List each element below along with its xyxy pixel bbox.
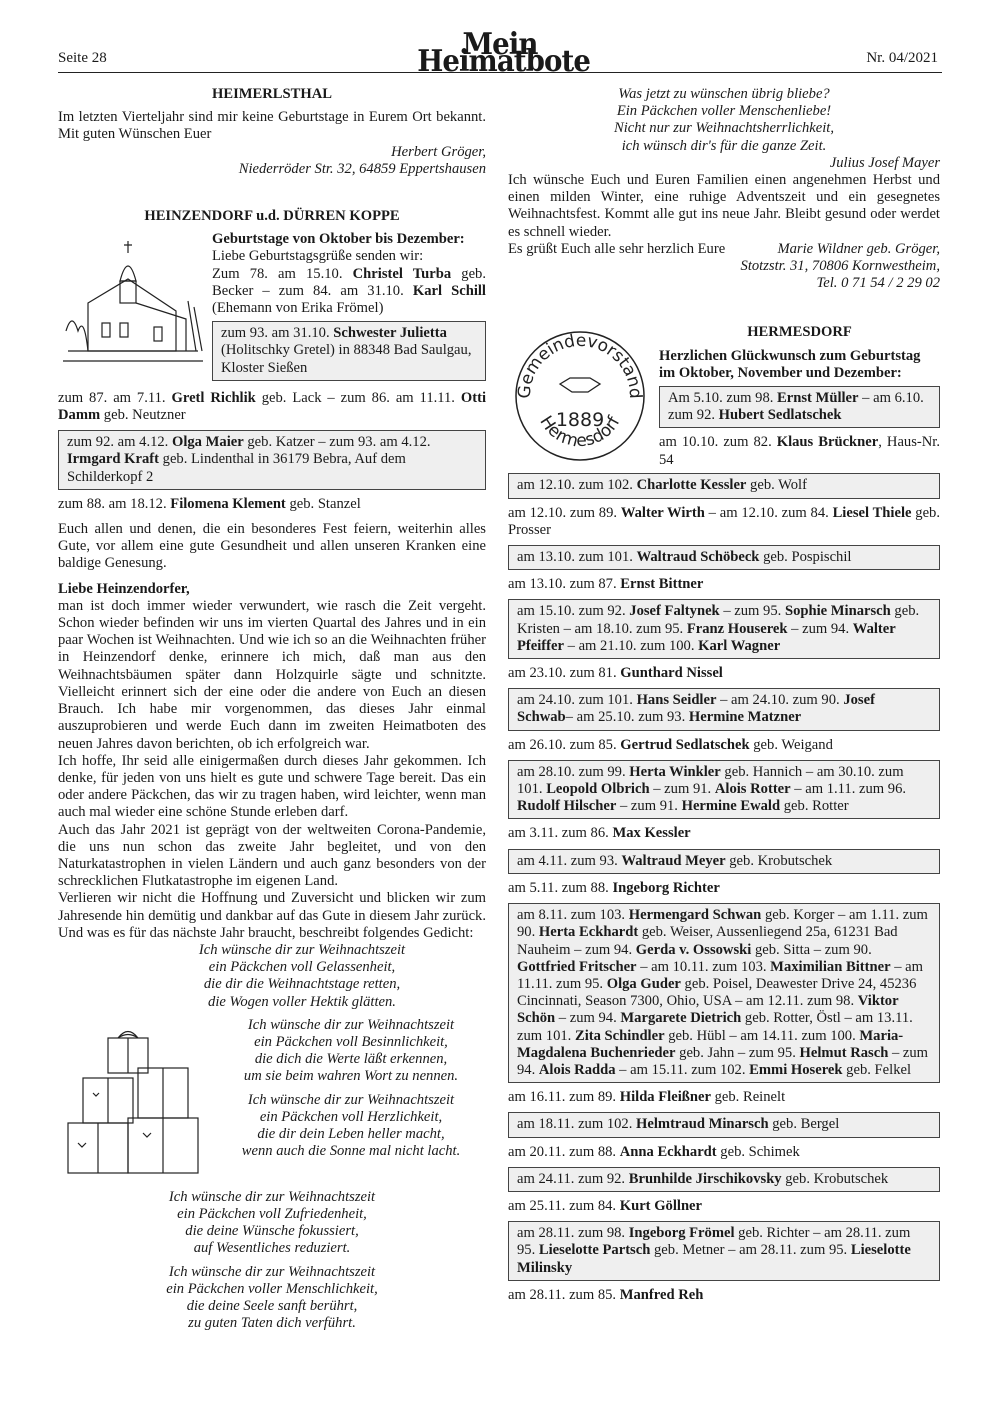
hermesdorf-stamp xyxy=(508,324,653,469)
church-illustration xyxy=(58,231,206,373)
hermesdorf-entry-4: am 12.10. zum 89. Walter Wirth – am 12.10. zum 84. Liesel Thiele geb. Prosser xyxy=(508,504,941,538)
hermesdorf-entry-10: am 26.10. zum 85. Gertrud Sedlatschek geb. Weigand xyxy=(508,736,833,753)
heimerlsthal-text: Im letzten Vierteljahr sind mir keine Geburtstage in Eurem Ort bekannt. Mit guten Wünschen Euer xyxy=(58,109,486,143)
poem-stanza-5: Ich wünsche dir zur Weihnachtszeit ein Päckchen voller Menschlichkeit, die deine Seele sanft berührt, zu guten Taten dich verführt. xyxy=(166,1263,378,1332)
page-number: Seite 28 xyxy=(58,50,107,66)
heinzendorf-entry-2: zum 87. am 7.11. Gretl Richlik geb. Lack – zum 86. am 11.11. Otti Damm geb. Neutzner xyxy=(58,389,487,424)
stamp-top-text: Gemeindevorstand xyxy=(514,331,646,400)
left-column xyxy=(58,86,486,1332)
poem-stanza-3: Ich wünsche dir zur Weihnachtszeit ein Päckchen voll Herzlichkeit, die dir dein Leben heller macht, wenn auch die Sonne mal nicht lacht. xyxy=(241,1091,461,1160)
poem-stanza-1: Ich wünsche dir zur Weihnachtszeit ein Päckchen voll Gelassenheit, die dir die Weihnachtstage retten, die Wogen voller Hektik glätten. xyxy=(198,941,406,1010)
poem-stanza-2: Ich wünsche dir zur Weihnachtszeit ein Päckchen voll Besinnlichkeit, die dich die Werte läßt erkennen, um sie beim wahren Wort zu nennen. xyxy=(243,1016,459,1085)
svg-text:Gemeindevorstand xyxy=(515,331,645,399)
closing-greeting: Es grüßt Euch alle sehr herzlich Eure Marie Wildner geb. Gröger, xyxy=(508,240,940,257)
heinzendorf-box-1: zum 93. am 31.10. Schwester Julietta (Holitschky Gretel) in 88348 Bad Saulgau, Kloster Sießen xyxy=(212,321,486,381)
poem-author: Julius Josef Mayer xyxy=(829,154,940,171)
body-paragraph-3: Auch das Jahr 2021 ist geprägt von der weltweiten Corona-Pandemie, die uns nun schon das zweite Jahr begleitet, und von den Naturkatastrophen in vielen Ländern und auch ganz besonders von der schrecklichen Flutkatastrophe im eigenen Land. xyxy=(58,821,486,890)
closing-paragraph: Ich wünsche Euch und Euren Familien einen angenehmen Herbst und einen milden Winter, eine ruhige Adventszeit und ein gesegnetes Weihnachtsfest. Kommt alle gut ins neue Jahr. Bleibt gesund oder werdet es schnell wieder. xyxy=(508,172,940,240)
hermesdorf-entry-2: am 10.10. zum 82. Klaus Brückner, Haus-Nr. 54 xyxy=(659,434,941,468)
right-column xyxy=(508,86,940,1310)
poem-stanza-4: Ich wünsche dir zur Weihnachtszeit ein Päckchen voll Zufriedenheit, die deine Wünsche fokussiert, auf Wesentliches reduziert. xyxy=(168,1188,376,1257)
hermesdorf-entry-16: am 16.11. zum 89. Hilda Fleißner geb. Reinelt xyxy=(508,1089,786,1106)
heinzendorf-box-2: zum 92. am 4.12. Olga Maier geb. Katzer – zum 93. am 4.12. Irmgard Kraft geb. Lindenthal in 36179 Bebra, Auf dem Schilderkopf 2 xyxy=(58,430,486,490)
hermesdorf-entry-8: am 23.10. zum 81. Gunthard Nissel xyxy=(508,665,723,682)
masthead-logo: Mein Heimatbote xyxy=(417,27,590,80)
heimerlsthal-address: Niederröder Str. 32, 64859 Eppertshausen xyxy=(238,160,486,177)
hermesdorf-entry-22: am 28.11. zum 85. Manfred Reh xyxy=(508,1286,704,1303)
closing-poem: Was jetzt zu wünschen übrig bliebe? Ein Päckchen voller Menschenliebe! Nicht nur zur Weihnachtsherrlichkeit, ich wünsch dir's für die ganze Zeit. xyxy=(614,86,834,154)
hermesdorf-box-3: am 12.10. zum 102. Charlotte Kessler geb. Wolf xyxy=(508,473,940,498)
hermesdorf-entry-20: am 25.11. zum 84. Kurt Göllner xyxy=(508,1197,703,1214)
closing-phone: Tel. 0 71 54 / 2 29 02 xyxy=(816,275,940,292)
section-title-hermesdorf: HERMESDORF xyxy=(747,324,852,341)
hermesdorf-subtitle: Herzlichen Glückwunsch zum Geburtstag im Oktober, November und Dezember: xyxy=(659,347,921,381)
hermesdorf-box-5: am 13.10. zum 101. Waltraud Schöbeck geb. Pospischil xyxy=(508,545,940,570)
hermesdorf-entry-12: am 3.11. zum 86. Max Kessler xyxy=(508,825,691,842)
hermesdorf-box-7: am 15.10. zum 92. Josef Faltynek – zum 95. Sophie Minarsch geb. Kristen – am 18.10. zum 95. Franz Houserek – zum 94. Walter Pfeiffer – am 21.10. zum 100. Karl Wagner xyxy=(508,599,940,659)
hermesdorf-box-19: am 24.11. zum 92. Brunhilde Jirschikovsky geb. Krobutschek xyxy=(508,1167,940,1192)
body-paragraph-2: Ich hoffe, Ihr seid alle einigermaßen durch dieses Jahr gekommen. Ich denke, für jeden von uns hielt es gute und schwere Tage bereit. Das ein oder andere Päckchen, das wir zu tragen haben, wird leichter, wenn man auch mal wieder eine schöne Stunde erleben darf. xyxy=(58,752,486,821)
gift-packages-illustration xyxy=(58,1023,208,1183)
section-title-heinzendorf: HEINZENDORF u.d. DÜRREN KOPPE xyxy=(144,208,400,225)
heimerlsthal-signature: Herbert Gröger, xyxy=(391,143,486,160)
hermesdorf-box-13: am 4.11. zum 93. Waltraud Meyer geb. Krobutschek xyxy=(508,849,940,874)
issue-number: Nr. 04/2021 xyxy=(866,50,938,66)
page-header xyxy=(0,0,1000,80)
handshake-icon xyxy=(560,378,600,392)
body-paragraph-1: man ist doch immer wieder verwundert, wie rasch die Zeit vergeht. Schon wieder befinden wir uns im vierten Quartal des Jahres und in ein paar Wochen ist Weihnachten. Und wie ich so an die Weihnachten früher in Heinzendorf denke, erinnere ich mich, daß man aus den Weihnachtsbäumen später dann Holzquirle sägte und schnitzte. Vielleicht erinnert sich der eine oder die andere von Euch an diesen Brauch. Ich habe mir vorgenommen, das dieses Jahr einmal auszuprobieren und werde Euch dann im zweiten Heimatboten des neuen Jahres davon berichten, ob ich erfolgreich war. xyxy=(58,597,486,752)
hermesdorf-entry-6: am 13.10. zum 87. Ernst Bittner xyxy=(508,576,704,593)
heinzendorf-subtitle: Geburtstage von Oktober bis Dezember: xyxy=(212,231,465,248)
heinzendorf-intro: Liebe Geburtstagsgrüße senden wir: xyxy=(212,248,424,265)
hermesdorf-box-1: Am 5.10. zum 98. Ernst Müller – am 6.10. zum 92. Hubert Sedlatschek xyxy=(659,386,940,428)
hermesdorf-box-15: am 8.11. zum 103. Hermengard Schwan geb. Korger – am 1.11. zum 90. Herta Eckhardt geb. Weiser, Aussenliegend 25a, 61231 Bad Nauheim – zum 94. Gerda v. Ossowski geb. Sitta – zum 90. Gottfried Fritscher – am 10.11. zum 103. Maximilian Bittner – am 11.11. zum 95. Olga Guder geb. Poisel, Deawester Drive 24, 45236 Cincinnati, Season 7300, Ohio, USA – am 12.11. zum 98. Viktor Schön – zum 94. Margarete Dietrich geb. Rotter, Östl – am 13.11. zum 101. Zita Schindler geb. Hübl – am 14.11. zum 100. Maria-Magdalena Buchenrieder geb. Jahn – zum 95. Helmut Rasch – zum 94. Alois Radda – am 15.11. zum 102. Emmi Hoserek geb. Felkel xyxy=(508,903,940,1083)
heinzendorf-entry-3: zum 88. am 18.12. Filomena Klement geb. Stanzel xyxy=(58,495,361,512)
section-title-heimerlsthal: HEIMERLSTHAL xyxy=(211,86,333,102)
hermesdorf-entry-18: am 20.11. zum 88. Anna Eckhardt geb. Schimek xyxy=(508,1143,800,1160)
hermesdorf-box-21: am 28.11. zum 98. Ingeborg Frömel geb. Richter – am 28.11. zum 95. Lieselotte Partsch geb. Metner – am 28.11. zum 95. Lieselotte Milinsky xyxy=(508,1221,940,1281)
stamp-year: 1889 xyxy=(555,409,605,432)
heinzendorf-entry-1: Zum 78. am 15.10. Christel Turba geb. Becker – zum 84. am 31.10. Karl Schill (Ehemann von Erika Frömel) xyxy=(212,265,487,317)
greeting: Liebe Heinzendorfer, xyxy=(58,580,190,597)
hermesdorf-entry-14: am 5.11. zum 88. Ingeborg Richter xyxy=(508,879,720,896)
stamp-bottom-text: Hermesdorf xyxy=(535,412,625,452)
header-rule xyxy=(58,72,942,73)
hermesdorf-box-9: am 24.10. zum 101. Hans Seidler – am 24.10. zum 90. Josef Schwab– am 25.10. zum 93. Hermine Matzner xyxy=(508,688,940,730)
body-paragraph-4: Verlieren wir nicht die Hoffnung und Zuversicht und blicken wir zum Jahresende hin demütig und dankbar auf das Gute in diesem Jahr zurück. Und was es für das nächste Jahr braucht, beschreibt folgendes Gedicht: xyxy=(58,890,486,941)
hermesdorf-box-11: am 28.10. zum 99. Herta Winkler geb. Hannich – am 30.10. zum 101. Leopold Olbrich – zum 91. Alois Rotter – am 1.11. zum 96. Rudolf Hilscher – zum 91. Hermine Ewald geb. Rotter xyxy=(508,760,940,820)
closing-address: Stotzstr. 31, 70806 Kornwestheim, xyxy=(740,258,940,275)
hermesdorf-box-17: am 18.11. zum 102. Helmtraud Minarsch geb. Bergel xyxy=(508,1112,940,1137)
heinzendorf-wishes: Euch allen und denen, die ein besonderes Fest feiern, weiterhin alles Gute, vor allem eine gute Gesundheit und allen unseren Kranken eine baldige Genesung. xyxy=(58,521,486,572)
